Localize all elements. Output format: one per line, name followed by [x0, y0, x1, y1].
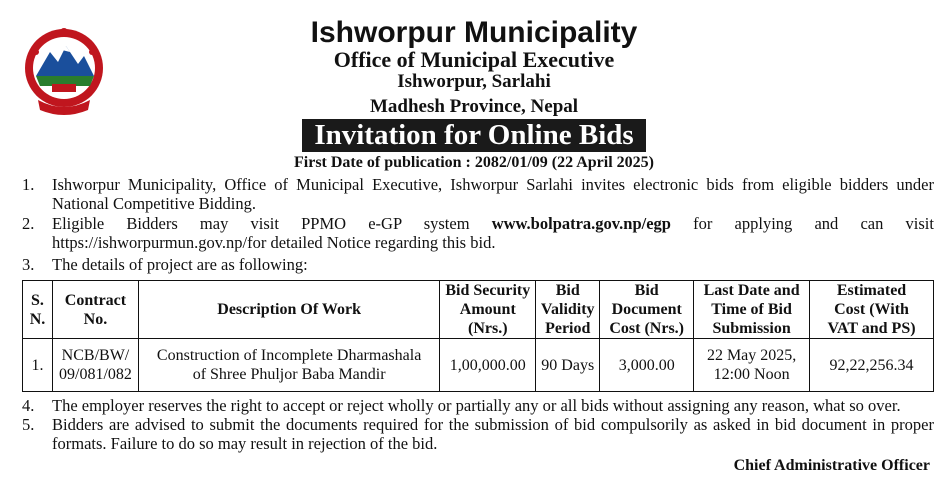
item-number: 1. [22, 175, 35, 194]
column-header [138, 281, 439, 339]
column-header-line: Cost (Nrs.) [609, 320, 685, 337]
publication-date: First Date of publication : 2082/01/09 (22 April 2025) [294, 154, 654, 171]
column-header-line: No. [83, 310, 108, 328]
column-header-line: Description Of Work [217, 301, 361, 318]
municipality-title: Ishworpur Municipality [310, 16, 638, 49]
table-cell [23, 339, 53, 392]
table-header-row [23, 281, 934, 339]
table-cell [600, 339, 694, 392]
cell-text: of Shree Phuljor Baba Mandir [192, 366, 386, 383]
column-header-line: Estimated [836, 282, 907, 299]
item-text: The employer reserves the right to accept or reject wholly or partially any or all bids without assigning any reason, what so over. [52, 396, 901, 415]
cell-text: 22 May 2025, [706, 347, 797, 364]
item-number: 2. [22, 214, 35, 233]
table-cell [138, 339, 439, 392]
project-details-table [22, 280, 934, 392]
cell-text: 12:00 Noon [713, 366, 790, 383]
item-text-part: Eligible Bidders may visit PPMO e-GP system [52, 214, 492, 233]
office-name: Office of Municipal Executive [333, 47, 615, 72]
cell-text: Construction of Incomplete Dharmashala [156, 347, 422, 364]
province-name: Madhesh Province, Nepal [369, 96, 579, 117]
office-address: Ishworpur, Sarlahi [397, 71, 551, 92]
column-header-line: Last Date and [703, 282, 800, 299]
notice-item-2 [22, 214, 934, 252]
column-header [52, 281, 138, 339]
item-text: Bidders are advised to submit the documents required for the submission of bid compulsorily as asked in bid document in proper formats. Failure to do so may result in rejection of the bid. [52, 415, 934, 453]
column-header-line: VAT and PS) [827, 320, 916, 337]
item-text [52, 214, 934, 252]
column-header-line: Submission [712, 320, 791, 337]
column-header-line: Validity [540, 301, 595, 318]
column-header-line: Time of Bid [711, 301, 792, 318]
column-header-line: N. [29, 310, 46, 328]
item-text-part: for applying and can visit https://ishworpurmun.gov.np/for detailed Notice regarding this bid. [52, 214, 934, 252]
column-header-line: Bid [634, 282, 659, 299]
cell-text: 1,00,000.00 [449, 356, 526, 374]
column-header [440, 281, 536, 339]
notice-title: Invitation for Online Bids [302, 119, 645, 152]
egp-link[interactable]: www.bolpatra.gov.np/egp [491, 214, 671, 233]
item-text: Ishworpur Municipality, Office of Municipal Executive, Ishworpur Sarlahi invites electronic bids from eligible bidders under National Competitive Bidding. [52, 175, 934, 213]
table-cell [440, 339, 536, 392]
item-number: 5. [22, 415, 35, 434]
column-header-line: Contract [64, 291, 127, 309]
column-header-line: Amount [459, 301, 516, 318]
column-header [600, 281, 694, 339]
item-number: 4. [22, 396, 35, 415]
column-header-line: Period [545, 320, 591, 337]
table-cell [694, 339, 810, 392]
signatory-title: Chief Administrative Officer [733, 457, 930, 474]
item-text: The details of project are as following: [52, 255, 308, 274]
cell-text: NCB/BW/ [61, 347, 130, 364]
item-number: 3. [22, 255, 35, 274]
column-header-line: Bid [555, 282, 580, 299]
column-header-line: Document [611, 301, 682, 318]
column-header [694, 281, 810, 339]
column-header-line: S. [31, 291, 44, 309]
column-header [810, 281, 934, 339]
notice-item-5 [22, 415, 934, 453]
table-cell [52, 339, 138, 392]
cell-text: 3,000.00 [618, 356, 675, 374]
table-row [23, 339, 934, 392]
cell-text: 92,22,256.34 [829, 356, 914, 374]
column-header [536, 281, 600, 339]
cell-text: 09/081/082 [59, 366, 132, 383]
notice-item-4 [22, 396, 934, 415]
cell-text: 90 Days [541, 356, 595, 374]
column-header-line: Cost (With [834, 301, 909, 318]
cell-text: 1. [31, 356, 44, 374]
column-header-line: (Nrs.) [468, 320, 508, 337]
notice-item-3 [22, 255, 934, 274]
table-cell [810, 339, 934, 392]
column-header-line: Bid Security [445, 282, 531, 299]
column-header [23, 281, 53, 339]
notice-item-1 [22, 175, 934, 213]
table-cell [536, 339, 600, 392]
